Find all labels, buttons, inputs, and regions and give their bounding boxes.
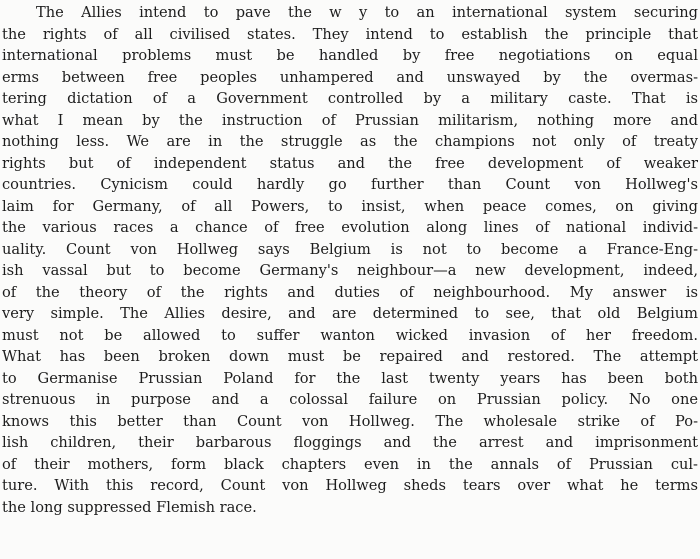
text-line: strenuous in purpose and a colossal failure on Prussian policy. No one xyxy=(2,391,698,408)
paragraph xyxy=(0,2,700,518)
text-line: the rights of all civilised states. They intend to establish the principle that xyxy=(2,25,698,43)
text-line: must not be allowed to suffer wanton wicked invasion of her freedom. xyxy=(2,326,698,344)
text-line: countries. Cynicism could hardly go further than Count von Hollweg's xyxy=(2,176,698,193)
text-line: laim for Germany, of all Powers, to insist, when peace comes, on giving xyxy=(2,197,698,215)
text-line: very simple. The Allies desire, and are determined to see, that old Belgium xyxy=(2,305,698,322)
text-line: ish vassal but to become Germany's neighbour—a new development, indeed, xyxy=(2,262,698,279)
text-line: ture. With this record, Count von Hollweg sheds tears over what he terms xyxy=(2,477,698,494)
text-line: international problems must be handled by free negotiations on equal xyxy=(2,47,698,64)
text-line: tering dictation of a Government controlled by a military caste. That is xyxy=(2,90,698,107)
text-line: of their mothers, form black chapters even in the annals of Prussian cul- xyxy=(2,455,698,473)
text-line: The Allies intend to pave the w y to an international system securing xyxy=(36,4,698,21)
text-line: lish children, their barbarous floggings and the arrest and imprisonment xyxy=(2,434,698,451)
text-line: nothing less. We are in the struggle as the champions not only of treaty xyxy=(2,133,698,150)
text-line: to Germanise Prussian Poland for the last twenty years has been both xyxy=(2,369,698,387)
text-line: rights but of independent status and the free development of weaker xyxy=(2,154,698,172)
text-line: erms between free peoples unhampered and unswayed by the overmas- xyxy=(2,68,698,86)
text-line: the various races a chance of free evolution along lines of national individ- xyxy=(2,219,698,236)
text-line: uality. Count von Hollweg says Belgium is not to become a France-Eng- xyxy=(2,240,698,258)
text-line: What has been broken down must be repaired and restored. The attempt xyxy=(2,348,698,365)
text-line: the long suppressed Flemish race. xyxy=(2,498,257,516)
text-line: of the theory of the rights and duties of neighbourhood. My answer is xyxy=(2,283,698,301)
text-line: what I mean by the instruction of Prussian militarism, nothing more and xyxy=(2,111,698,129)
text-line: knows this better than Count von Hollweg. The wholesale strike of Po- xyxy=(2,412,698,430)
